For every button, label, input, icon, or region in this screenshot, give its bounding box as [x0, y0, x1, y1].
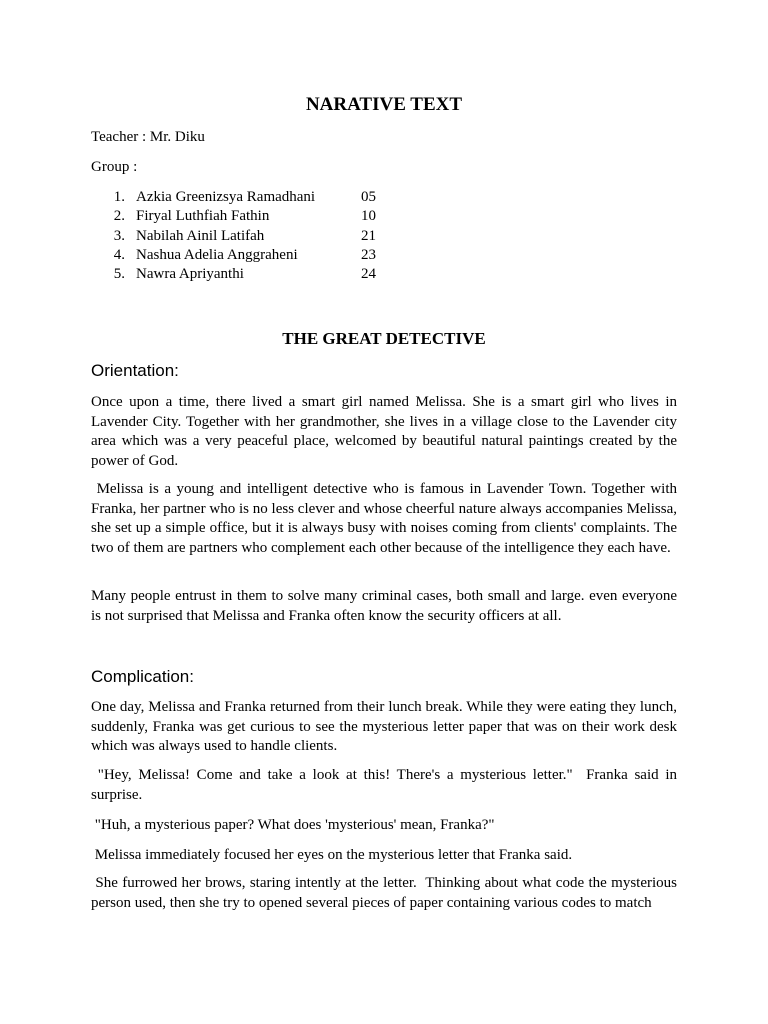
complication-paragraph-4: Melissa immediately focused her eyes on the mysterious letter that Franka said. — [91, 847, 573, 863]
member-number: 1. — [113, 189, 125, 205]
member-name: Firyal Luthfiah Fathin — [136, 208, 270, 225]
complication-paragraph-5: She furrowed her brows, staring intently at the letter. Thinking about what code the mysterious person used, then she try to opened several pieces of paper containing various codes to match — [91, 875, 681, 911]
member-number: 3. — [113, 227, 125, 244]
teacher-line: Teacher : Mr. Diku — [91, 129, 205, 145]
member-name: Nabilah Ainil Latifah — [136, 227, 265, 244]
story-title: THE GREAT DETECTIVE — [282, 329, 486, 348]
member-number: 4. — [113, 246, 125, 263]
member-name: Azkia Greenizsya Ramadhani — [136, 189, 316, 205]
complication-heading: Complication: — [91, 667, 194, 686]
group-label: Group : — [91, 159, 138, 175]
document-title: NARATIVE TEXT — [305, 94, 463, 115]
orientation-paragraph-2: Melissa is a young and intelligent detective who is famous in Lavender Town. Together with Franka, her partner who is no less clever and whose cheerful nature always accompanies Melissa, she set up a simple office, but it is always busy with noises coming from clients' complaints. The two of them are partners who complement each other because of the intelligence they each have. — [91, 481, 681, 556]
orientation-paragraph-3: Many people entrust in them to solve many criminal cases, both small and large. even everyone is not surprised that Melissa and Franka often know the security officers at all. — [91, 588, 677, 624]
orientation-heading: Orientation: — [91, 361, 179, 380]
complication-paragraph-2: "Hey, Melissa! Come and take a look at this! There's a mysterious letter." Franka said in surprise. — [91, 767, 681, 803]
member-absent-number: 24 — [361, 266, 376, 283]
member-absent-number: 21 — [361, 227, 376, 244]
member-number: 2. — [113, 208, 125, 225]
member-number: 5. — [113, 266, 125, 283]
member-absent-number: 10 — [361, 208, 376, 225]
complication-paragraph-3: "Huh, a mysterious paper? What does 'mysterious' mean, Franka?" — [91, 817, 495, 833]
member-name: Nawra Apriyanthi — [136, 266, 244, 283]
member-absent-number: 05 — [361, 189, 376, 205]
member-name: Nashua Adelia Anggraheni — [136, 246, 298, 263]
member-absent-number: 23 — [361, 246, 376, 263]
complication-paragraph-1: One day, Melissa and Franka returned from their lunch break. While they were eating they lunch, suddenly, Franka was get curious to see the mysterious letter paper that was on their work desk which was always used to handle clients. — [91, 699, 677, 754]
orientation-paragraph-1: Once upon a time, there lived a smart girl named Melissa. She is a smart girl who lives in Lavender City. Together with her grandmother, she lives in a village close to the Lavender city area which was a very peaceful place, welcomed by beautiful natural paintings created by the power of God. — [91, 394, 677, 469]
